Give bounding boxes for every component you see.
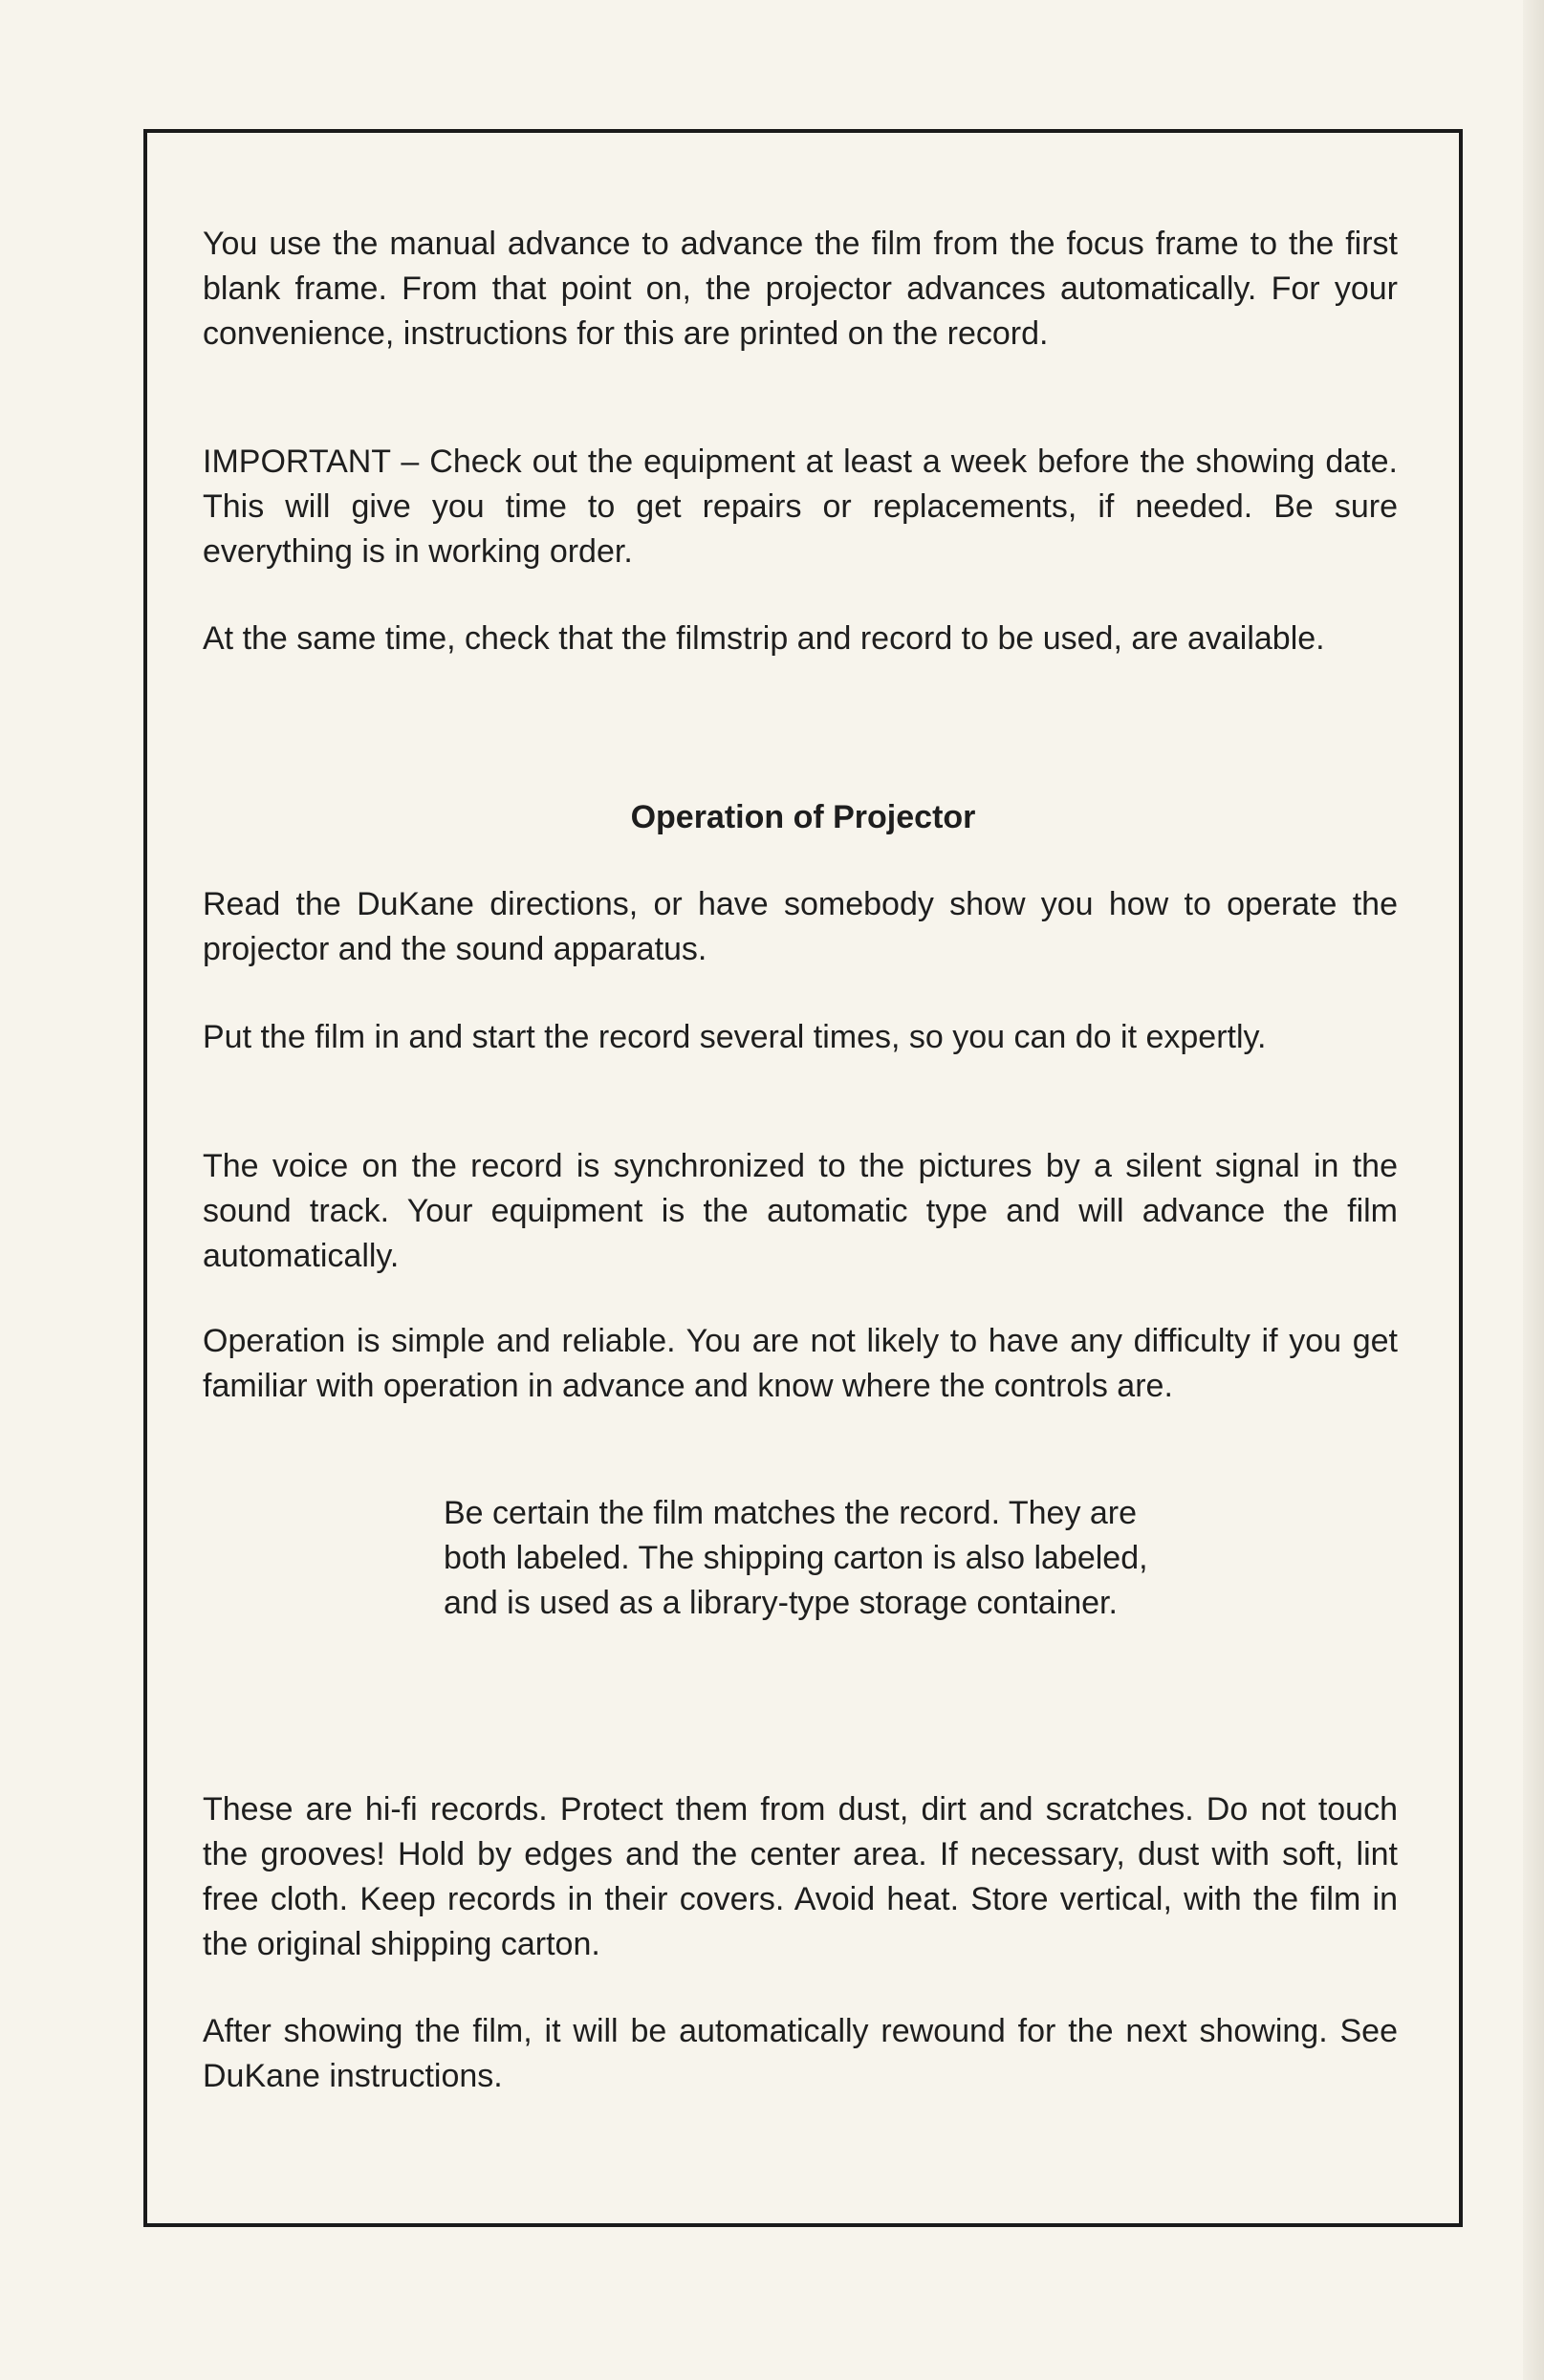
paragraph-practice: Put the film in and start the record several times, so you can do it expertly. bbox=[203, 1019, 1267, 1055]
paragraph-dukane-directions: Read the DuKane directions, or have somebody show you how to operate the projector and the sound apparatus. bbox=[203, 886, 1398, 967]
paragraph-operation: Operation is simple and reliable. You are not likely to have any difficulty if you get familiar with operation in advance and know where the controls are. bbox=[203, 1323, 1398, 1404]
paragraph-rewind: After showing the film, it will be automatically rewound for the next showing. See DuKane instructions. bbox=[203, 2013, 1398, 2094]
paragraph-manual-advance: You use the manual advance to advance the film from the focus frame to the first blank frame. From that point on, the projector advances automatically. For your convenience, instructions for this are printed on the record. bbox=[203, 226, 1398, 352]
film-record-note: Be certain the film matches the record. They are both labeled. The shipping carton is also labeled, and is used as a library-type storage container. bbox=[444, 1495, 1148, 1621]
paragraph-record-care: These are hi-fi records. Protect them from dust, dirt and scratches. Do not touch the grooves! Hold by edges and the center area. If necessary, dust with soft, lint free cloth. Keep records in their covers. Avoid heat. Store vertical, with the film in the original shipping carton. bbox=[203, 1791, 1398, 1962]
paragraph-important: IMPORTANT – Check out the equipment at least a week before the showing date. This will give you time to get repairs or replacements, if needed. Be sure everything is in working order. bbox=[203, 444, 1398, 570]
paragraph-synchronization: The voice on the record is synchronized to the pictures by a silent signal in the sound track. Your equipment is the automatic type and will advance the film automatically. bbox=[203, 1148, 1398, 1274]
paragraph-availability: At the same time, check that the filmstrip and record to be used, are available. bbox=[203, 620, 1325, 657]
section-heading: Operation of Projector bbox=[630, 799, 976, 835]
page-edge-shadow bbox=[1523, 0, 1544, 2380]
